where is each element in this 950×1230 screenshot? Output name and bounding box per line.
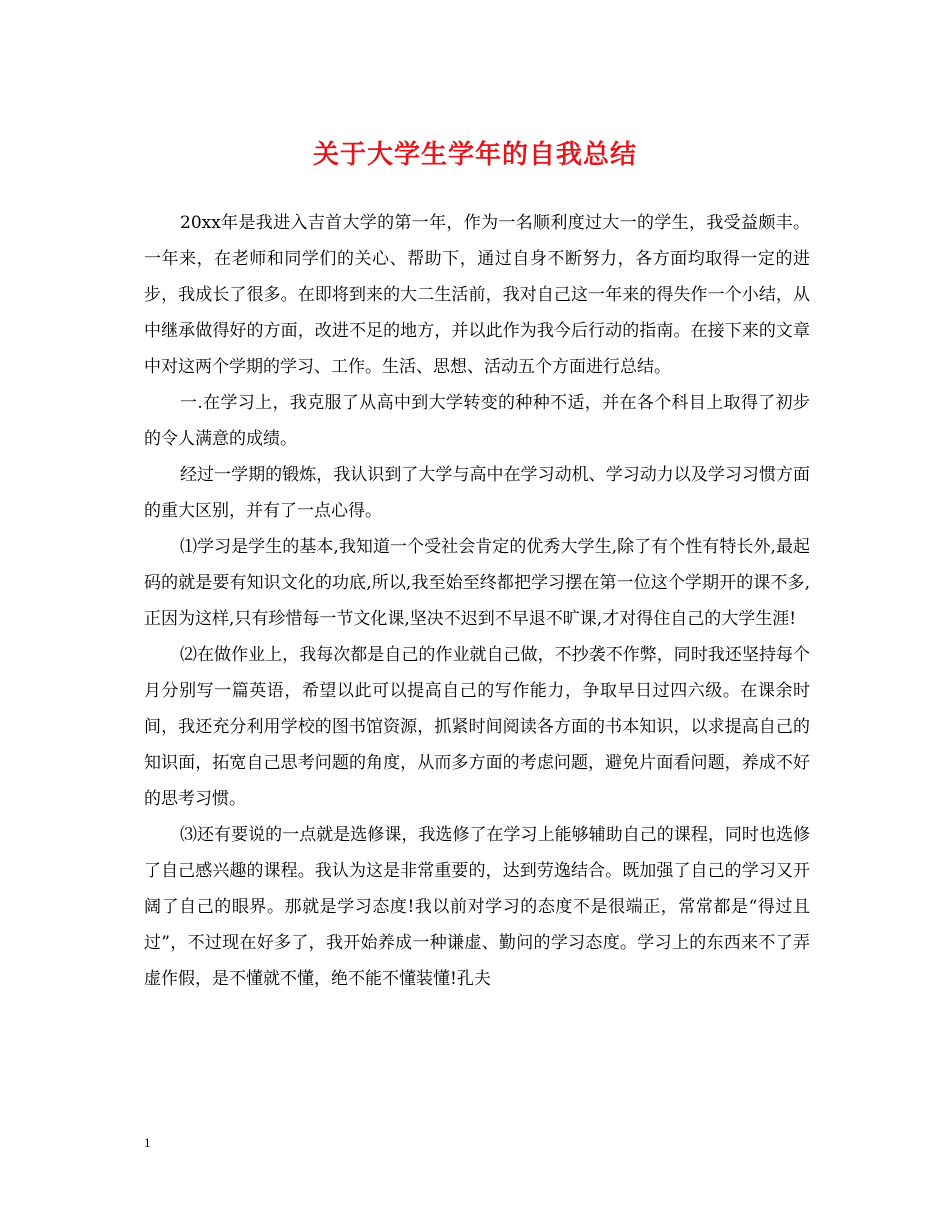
page-number: 1 [144,1135,151,1150]
paragraph: ⑶还有要说的一点就是选修课，我选修了在学习上能够辅助自己的课程，同时也选修了自己感兴趣的课程。我认为这是非常重要的，达到劳逸结合。既加强了自己的学习又开阔了自己的眼界。那就是学习态度!我以前对学习的态度不是很端正，常常都是“得过且过”，不过现在好多了，我开始养成一种谦虚、勤问的学习态度。学习上的东西来不了弄虚作假，是不懂就不懂，绝不能不懂装懂!孔夫 [144,825,810,989]
paragraph: 一.在学习上，我克服了从高中到大学转变的种种不适，并在各个科目上取得了初步的令人满意的成绩。 [144,393,810,449]
paragraph: ⑴学习是学生的基本,我知道一个受社会肯定的优秀大学生,除了有个性有特长外,最起码的就是要有知识文化的功底,所以,我至始至终都把学习摆在第一位这个学期开的课不多,正因为这样,只有珍惜每一节文化课,坚决不迟到不早退不旷课,才对得住自己的大学生涯! [144,537,810,629]
paragraph: ⑵在做作业上，我每次都是自己的作业就自己做，不抄袭不作弊，同时我还坚持每个月分别写一篇英语，希望以此可以提高自己的写作能力，争取早日过四六级。在课余时间，我还充分利用学校的图书馆资源，抓紧时间阅读各方面的书本知识，以求提高自己的知识面，拓宽自己思考问题的角度，从而多方面的考虑问题，避免片面看问题，养成不好的思考习惯。 [144,645,810,809]
document-body [144,205,810,997]
paragraph: 20xx年是我进入吉首大学的第一年，作为一名顺利度过大一的学生，我受益颇丰。一年来，在老师和同学们的关心、帮助下，通过自身不断努力，各方面均取得一定的进步，我成长了很多。在即将到来的大二生活前，我对自己这一年来的得失作一个小结，从中继承做得好的方面，改进不足的地方，并以此作为我今后行动的指南。在接下来的文章中对这两个学期的学习、工作。生活、思想、活动五个方面进行总结。 [144,213,810,377]
page-title: 关于大学生学年的自我总结 [312,140,637,170]
paragraph: 经过一学期的锻炼，我认识到了大学与高中在学习动机、学习动力以及学习习惯方面的重大区别，并有了一点心得。 [144,465,810,521]
